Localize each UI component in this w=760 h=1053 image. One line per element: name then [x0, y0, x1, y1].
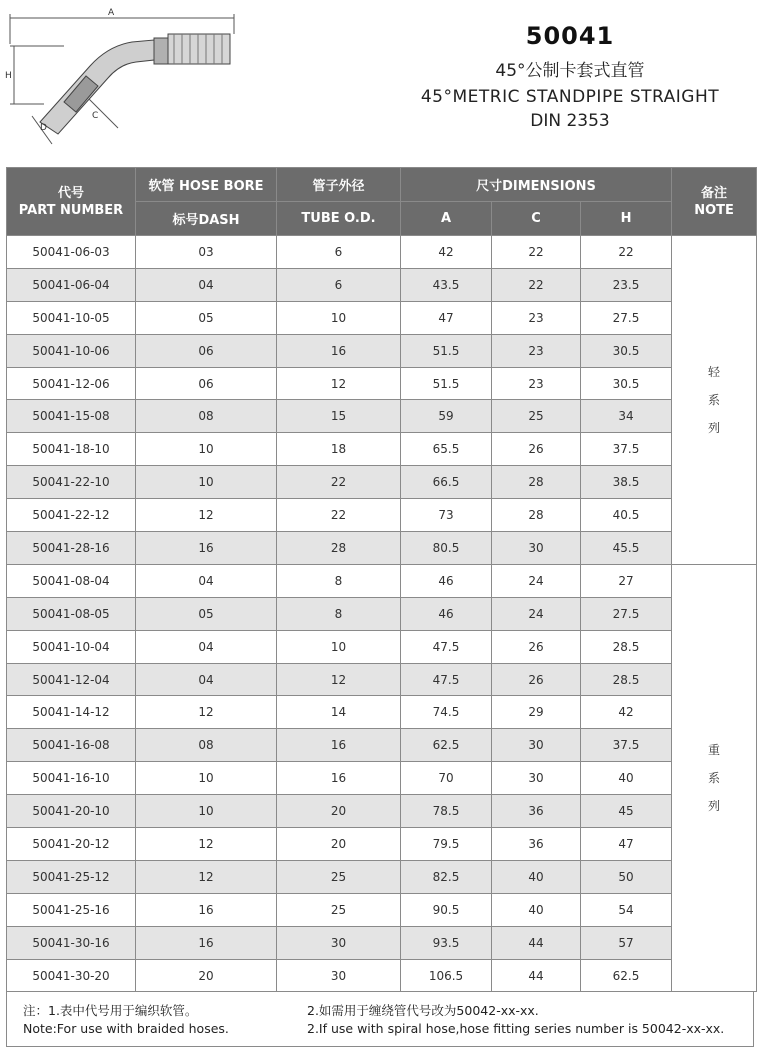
cell-dash: 10	[136, 466, 277, 499]
header-hose-bore: 软管 HOSE BORE	[136, 168, 277, 202]
cell-tube-od: 8	[277, 564, 401, 597]
cell-dim-c: 25	[492, 400, 581, 433]
cell-part-number: 50041-14-12	[7, 696, 136, 729]
cell-dim-a: 46	[401, 597, 492, 630]
cell-tube-od: 18	[277, 433, 401, 466]
table-row	[7, 926, 757, 959]
table-row	[7, 762, 757, 795]
cell-dash: 12	[136, 499, 277, 532]
cell-dash: 06	[136, 367, 277, 400]
note-1-english: Note:For use with braided hoses.	[23, 1021, 229, 1036]
cell-tube-od: 15	[277, 400, 401, 433]
cell-dim-c: 26	[492, 630, 581, 663]
cell-dim-a: 74.5	[401, 696, 492, 729]
table-row	[7, 959, 757, 992]
cell-dim-c: 23	[492, 334, 581, 367]
header-part-number: 代号 PART NUMBER	[7, 168, 136, 236]
cell-tube-od: 12	[277, 663, 401, 696]
cell-dash: 16	[136, 926, 277, 959]
cell-dash: 08	[136, 400, 277, 433]
cell-dim-h: 50	[581, 860, 672, 893]
cell-part-number: 50041-10-04	[7, 630, 136, 663]
cell-dim-h: 62.5	[581, 959, 672, 992]
cell-dim-a: 93.5	[401, 926, 492, 959]
cell-dim-h: 37.5	[581, 433, 672, 466]
cell-dim-h: 30.5	[581, 334, 672, 367]
cell-part-number: 50041-06-03	[7, 236, 136, 269]
cell-tube-od: 30	[277, 926, 401, 959]
cell-tube-od: 10	[277, 630, 401, 663]
cell-dim-a: 47.5	[401, 630, 492, 663]
cell-dim-h: 47	[581, 828, 672, 861]
header-note: 备注 NOTE	[672, 168, 757, 236]
cell-dim-h: 45	[581, 795, 672, 828]
cell-tube-od: 25	[277, 860, 401, 893]
table-row	[7, 334, 757, 367]
cell-part-number: 50041-30-20	[7, 959, 136, 992]
cell-dash: 12	[136, 696, 277, 729]
cell-dim-c: 28	[492, 466, 581, 499]
cell-part-number: 50041-22-12	[7, 499, 136, 532]
note-2-english: 2.If use with spiral hose,hose fitting series number is 50042-xx-xx.	[307, 1021, 725, 1036]
cell-dim-c: 24	[492, 564, 581, 597]
table-row	[7, 893, 757, 926]
cell-dim-h: 54	[581, 893, 672, 926]
title-chinese: 45°公制卡套式直管	[495, 61, 645, 81]
cell-part-number: 50041-10-06	[7, 334, 136, 367]
note-2-chinese: 2.如需用于缠绕管代号改为50042-xx-xx.	[307, 1003, 539, 1018]
cell-tube-od: 16	[277, 334, 401, 367]
cell-part-number: 50041-20-10	[7, 795, 136, 828]
cell-dim-h: 27	[581, 564, 672, 597]
cell-dim-c: 22	[492, 236, 581, 269]
cell-tube-od: 16	[277, 729, 401, 762]
cell-dim-c: 36	[492, 795, 581, 828]
cell-dim-a: 47.5	[401, 663, 492, 696]
cell-dash: 10	[136, 433, 277, 466]
cell-dim-c: 26	[492, 433, 581, 466]
cell-dim-a: 90.5	[401, 893, 492, 926]
cell-tube-od: 22	[277, 499, 401, 532]
cell-dim-h: 30.5	[581, 367, 672, 400]
cell-dim-a: 51.5	[401, 334, 492, 367]
spec-table	[6, 167, 757, 992]
table-row	[7, 729, 757, 762]
cell-dash: 06	[136, 334, 277, 367]
table-row	[7, 696, 757, 729]
table-row	[7, 795, 757, 828]
cell-dash: 12	[136, 828, 277, 861]
cell-dash: 04	[136, 630, 277, 663]
cell-dim-h: 57	[581, 926, 672, 959]
cell-part-number: 50041-25-12	[7, 860, 136, 893]
cell-dim-a: 106.5	[401, 959, 492, 992]
cell-dash: 05	[136, 597, 277, 630]
cell-dim-c: 44	[492, 926, 581, 959]
cell-dim-h: 22	[581, 236, 672, 269]
header-tube-od: TUBE O.D.	[277, 202, 401, 236]
cell-dash: 20	[136, 959, 277, 992]
cell-dim-a: 79.5	[401, 828, 492, 861]
cell-dash: 03	[136, 236, 277, 269]
table-row	[7, 466, 757, 499]
cell-tube-od: 30	[277, 959, 401, 992]
cell-part-number: 50041-06-04	[7, 268, 136, 301]
cell-dim-a: 43.5	[401, 268, 492, 301]
cell-dim-a: 59	[401, 400, 492, 433]
table-row	[7, 400, 757, 433]
cell-part-number: 50041-25-16	[7, 893, 136, 926]
cell-dash: 05	[136, 301, 277, 334]
table-row	[7, 597, 757, 630]
cell-dim-h: 37.5	[581, 729, 672, 762]
cell-tube-od: 22	[277, 466, 401, 499]
cell-tube-od: 12	[277, 367, 401, 400]
cell-dash: 10	[136, 762, 277, 795]
table-row	[7, 367, 757, 400]
table-row	[7, 630, 757, 663]
cell-dim-a: 66.5	[401, 466, 492, 499]
cell-part-number: 50041-12-06	[7, 367, 136, 400]
cell-dash: 16	[136, 893, 277, 926]
cell-dim-h: 40.5	[581, 499, 672, 532]
header-dimensions: 尺寸DIMENSIONS	[401, 168, 672, 202]
cell-dim-h: 27.5	[581, 597, 672, 630]
cell-dim-a: 78.5	[401, 795, 492, 828]
table-row	[7, 860, 757, 893]
cell-dim-c: 22	[492, 268, 581, 301]
table-row	[7, 236, 757, 269]
cell-tube-od: 8	[277, 597, 401, 630]
cell-dash: 04	[136, 663, 277, 696]
table-row	[7, 499, 757, 532]
cell-tube-od: 25	[277, 893, 401, 926]
cell-part-number: 50041-08-04	[7, 564, 136, 597]
cell-dash: 04	[136, 268, 277, 301]
cell-dash: 16	[136, 532, 277, 565]
standard-din: DIN 2353	[530, 111, 610, 131]
cell-dim-c: 30	[492, 532, 581, 565]
cell-dim-c: 30	[492, 762, 581, 795]
header-h: H	[581, 202, 672, 236]
cell-dim-c: 30	[492, 729, 581, 762]
cell-part-number: 50041-22-10	[7, 466, 136, 499]
cell-dim-c: 23	[492, 301, 581, 334]
cell-dim-a: 82.5	[401, 860, 492, 893]
cell-tube-od: 6	[277, 268, 401, 301]
cell-dim-c: 28	[492, 499, 581, 532]
cell-part-number: 50041-30-16	[7, 926, 136, 959]
cell-dash: 04	[136, 564, 277, 597]
note-heavy-series: 重 系 列	[672, 564, 757, 992]
cell-dim-c: 40	[492, 893, 581, 926]
cell-tube-od: 14	[277, 696, 401, 729]
product-code: 50041	[525, 22, 615, 50]
cell-part-number: 50041-28-16	[7, 532, 136, 565]
table-row	[7, 564, 757, 597]
cell-part-number: 50041-08-05	[7, 597, 136, 630]
title-english: 45°METRIC STANDPIPE STRAIGHT	[420, 87, 720, 107]
cell-dim-a: 73	[401, 499, 492, 532]
header-c: C	[492, 202, 581, 236]
cell-dash: 12	[136, 860, 277, 893]
cell-dim-h: 27.5	[581, 301, 672, 334]
cell-dim-h: 23.5	[581, 268, 672, 301]
cell-tube-od: 6	[277, 236, 401, 269]
cell-dim-c: 36	[492, 828, 581, 861]
cell-dim-a: 62.5	[401, 729, 492, 762]
header-dash: 标号DASH	[136, 202, 277, 236]
cell-dim-a: 65.5	[401, 433, 492, 466]
cell-dim-h: 40	[581, 762, 672, 795]
table-row	[7, 532, 757, 565]
table-row	[7, 268, 757, 301]
cell-part-number: 50041-16-10	[7, 762, 136, 795]
cell-dim-c: 26	[492, 663, 581, 696]
cell-part-number: 50041-12-04	[7, 663, 136, 696]
cell-part-number: 50041-10-05	[7, 301, 136, 334]
table-row	[7, 433, 757, 466]
cell-dim-a: 42	[401, 236, 492, 269]
cell-part-number: 50041-20-12	[7, 828, 136, 861]
table-row	[7, 301, 757, 334]
title-block	[380, 22, 760, 131]
label-a: A	[108, 8, 115, 18]
cell-dim-c: 40	[492, 860, 581, 893]
cell-dim-h: 45.5	[581, 532, 672, 565]
label-d: D	[40, 123, 47, 133]
cell-tube-od: 20	[277, 828, 401, 861]
cell-dim-h: 38.5	[581, 466, 672, 499]
cell-dim-h: 34	[581, 400, 672, 433]
cell-part-number: 50041-18-10	[7, 433, 136, 466]
cell-dim-h: 42	[581, 696, 672, 729]
cell-tube-od: 10	[277, 301, 401, 334]
cell-part-number: 50041-16-08	[7, 729, 136, 762]
cell-dim-c: 24	[492, 597, 581, 630]
cell-dash: 10	[136, 795, 277, 828]
note-light-series: 轻 系 列	[672, 236, 757, 565]
cell-dim-c: 29	[492, 696, 581, 729]
fitting-drawing	[4, 4, 250, 154]
cell-dim-h: 28.5	[581, 663, 672, 696]
cell-tube-od: 20	[277, 795, 401, 828]
note-1-chinese: 注：1.表中代号用于编织软管。	[23, 1003, 198, 1018]
cell-dim-a: 70	[401, 762, 492, 795]
cell-tube-od: 28	[277, 532, 401, 565]
label-h: H	[5, 71, 12, 81]
cell-dim-a: 80.5	[401, 532, 492, 565]
cell-dim-c: 23	[492, 367, 581, 400]
cell-dim-h: 28.5	[581, 630, 672, 663]
header-tube-cn: 管子外径	[277, 168, 401, 202]
cell-part-number: 50041-15-08	[7, 400, 136, 433]
cell-dim-a: 47	[401, 301, 492, 334]
footer-notes	[6, 991, 754, 1047]
table-row	[7, 828, 757, 861]
cell-dash: 08	[136, 729, 277, 762]
cell-dim-c: 44	[492, 959, 581, 992]
label-c: C	[92, 111, 99, 121]
cell-tube-od: 16	[277, 762, 401, 795]
cell-dim-a: 46	[401, 564, 492, 597]
header-a: A	[401, 202, 492, 236]
table-row	[7, 663, 757, 696]
cell-dim-a: 51.5	[401, 367, 492, 400]
